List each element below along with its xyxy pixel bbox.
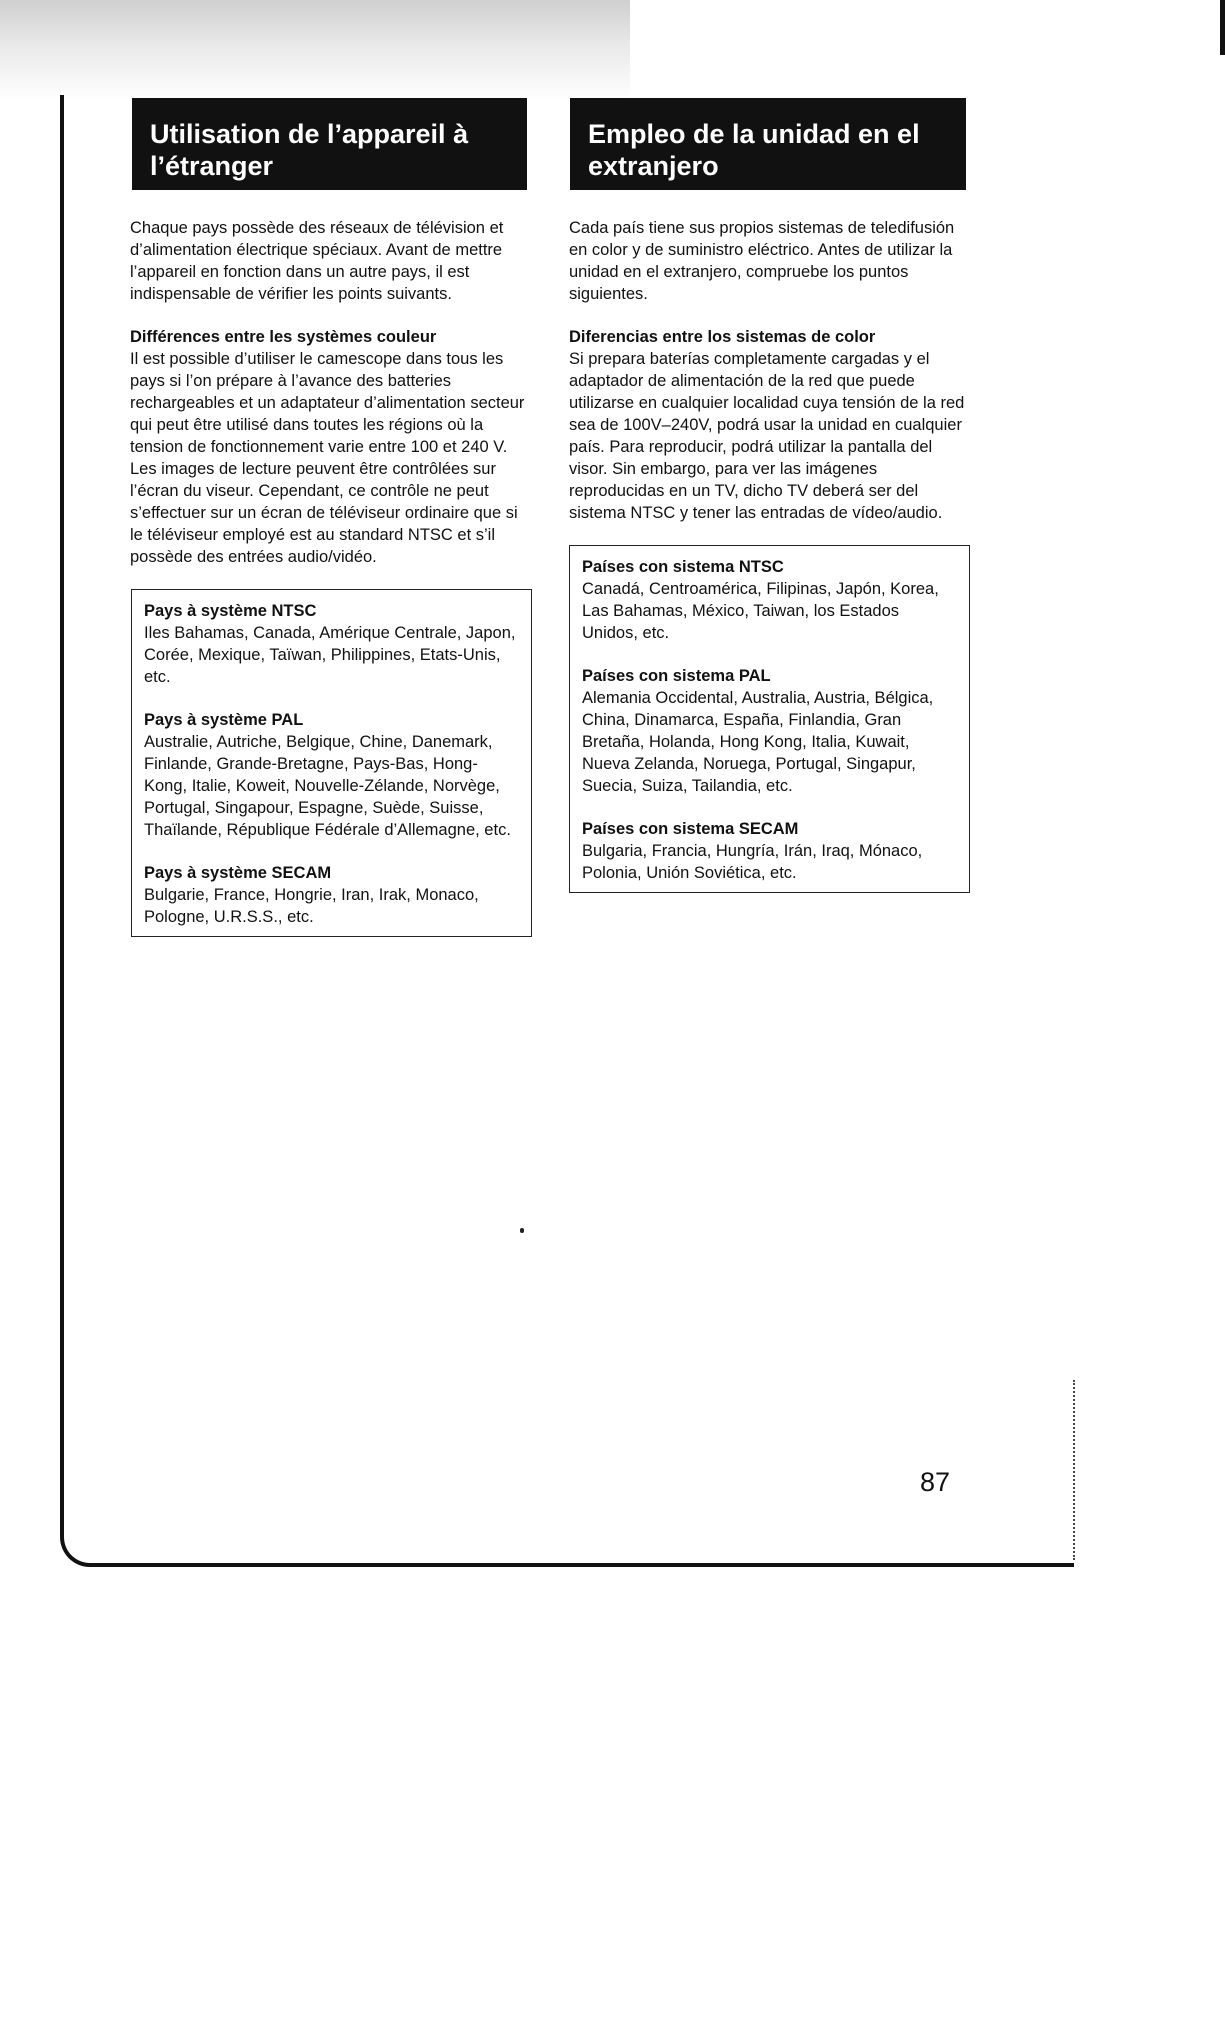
country-list: Australie, Autriche, Belgique, Chine, Danemark, Finlande, Grande-Bretagne, Pays-Bas, Hong-Kong, Italie, Koweit, Nouvelle-Zélande, Norvège, Portugal, Singapour, Espagne, Suède, Suisse, Thaïlande, République Fédérale d’Allemagne, etc. [144,733,511,839]
country-list: Bulgarie, France, Hongrie, Iran, Irak, Monaco, Pologne, U.R.S.S., etc. [144,886,479,926]
country-list: Canadá, Centroamérica, Filipinas, Japón, Korea, Las Bahamas, México, Taiwan, los Estados Unidos, etc. [582,580,939,642]
heading-french: Utilisation de l’appareil à l’étranger [132,98,527,190]
ntsc-group [582,556,957,644]
section-subheading: Différences entre les systèmes couleur [130,328,437,346]
country-list: Alemania Occidental, Australia, Austria, Bélgica, China, Dinamarca, España, Finlandia, Gran Bretaña, Holanda, Hong Kong, Italia, Kuwait, Nueva Zelanda, Noruega, Portugal, Singapur, Suecia, Suiza, Tailandia, etc. [582,689,934,795]
intro-paragraph: Chaque pays possède des réseaux de télévision et d’alimentation électrique spéciaux. Avant de mettre l’appareil en fonction dans un autre pays, il est indispensable de vérifier les points suivants. [130,219,504,303]
scan-shadow [0,0,630,100]
french-column [130,217,530,937]
country-list: Iles Bahamas, Canada, Amérique Centrale, Japon, Corée, Mexique, Taïwan, Philippines, Etats-Unis, etc. [144,624,516,686]
group-title: Países con sistema NTSC [582,558,784,576]
ntsc-group [144,600,519,688]
scan-speck [520,1228,524,1233]
group-title: Pays à système SECAM [144,864,332,882]
secam-group [582,818,957,884]
secam-group [144,862,519,928]
group-title: Países con sistema SECAM [582,820,799,838]
scan-edge-mark [1220,0,1225,55]
country-systems-box [569,545,970,893]
body-paragraph: Si prepara baterías completamente cargadas y el adaptador de alimentación de la red que puede utilizarse en cualquier localidad cuya tensión de la red sea de 100V–240V, podrá usar la unidad en cualquier país. Para reproducir, podrá utilizar la pantalla del visor. Sin embargo, para ver las imágenes reproducidas en un TV, dicho TV deberá ser del sistema NTSC y tener las entradas de vídeo/audio. [569,350,965,522]
scan-dots [1073,1380,1077,1560]
country-list: Bulgaria, Francia, Hungría, Irán, Iraq, Mónaco, Polonia, Unión Soviética, etc. [582,842,923,882]
group-title: Pays à système NTSC [144,602,317,620]
body-paragraph: Il est possible d’utiliser le camescope dans tous les pays si l’on prépare à l’avance des batteries rechargeables et un adaptateur d’alimentation secteur qui peut être utilisé dans toutes les régions où la tension de fonctionnement varie entre 100 et 240 V. Les images de lecture peuvent être contrôlées sur l’écran du viseur. Cependant, ce contrôle ne peut s’effectuer sur un écran de téléviseur ordinaire que si le téléviseur employé est au standard NTSC et s’il possède des entrées audio/vidéo. [130,350,525,566]
intro-paragraph: Cada país tiene sus propios sistemas de teledifusión en color y de suministro eléctrico. Antes de utilizar la unidad en el extranjero, compruebe los puntos siguientes. [569,219,955,303]
section-subheading: Diferencias entre los sistemas de color [569,328,876,346]
group-title: Países con sistema PAL [582,667,771,685]
pal-group [582,665,957,797]
spanish-column [569,217,969,893]
heading-spanish: Empleo de la unidad en el extranjero [570,98,966,190]
country-systems-box [131,589,532,937]
pal-group [144,709,519,841]
page-number: 87 [920,1467,951,1497]
group-title: Pays à système PAL [144,711,304,729]
